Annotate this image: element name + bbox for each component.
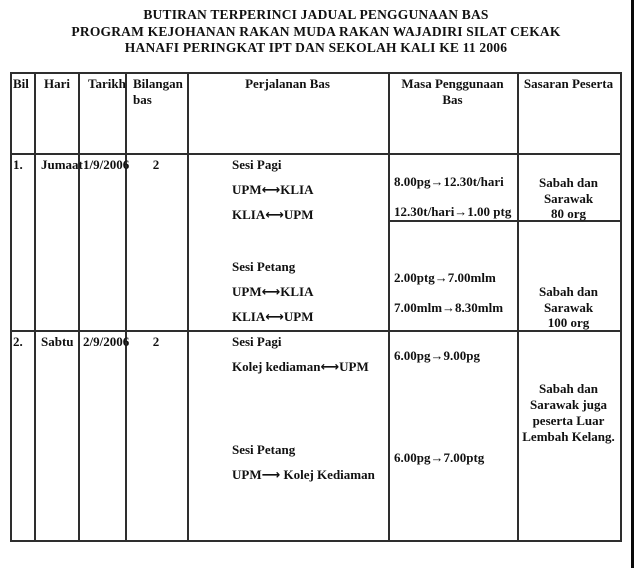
header-tarikh: Tarikh [88, 76, 126, 91]
row2-bil: 2. [13, 334, 23, 349]
row2-bilangan-bas: 2 [152, 334, 160, 349]
row2-sasaran-line2: Sarawak juga [530, 397, 607, 412]
table-vline-bilangan-perjalanan [187, 72, 189, 542]
row2-sasaran [518, 381, 619, 445]
table-border-bottom [10, 540, 621, 542]
table-vline-tarikh-bilangan [125, 72, 127, 542]
header-sasaran-peserta: Sasaran Peserta [523, 76, 614, 91]
row1-pagi-session-label: Sesi Pagi [232, 157, 282, 172]
table-border-top [10, 72, 621, 74]
row2-sasaran-line4: Lembah Kelang. [522, 429, 615, 444]
header-bil: Bil [13, 76, 29, 91]
row2-pagi-session-label: Sesi Pagi [232, 334, 282, 349]
row1-pagi-route-1: UPM⟷KLIA [232, 182, 314, 197]
header-perjalanan-bas: Perjalanan Bas [245, 76, 330, 91]
row1-tarikh: 1/9/2006 [83, 157, 130, 172]
row2-pagi-route-1: Kolej kediaman⟷UPM [232, 359, 369, 374]
row1-pagi-time-1: 8.00pg→12.30t/hari [394, 174, 504, 189]
title-line-3: HANAFI PERINGKAT IPT DAN SEKOLAH KALI KE 11 2006 [124, 40, 508, 55]
row1-bilangan-bas: 2 [152, 157, 160, 172]
row1-pagi-routes [232, 157, 313, 232]
row1-petang-time-2: 7.00mlm→8.30mlm [394, 300, 504, 315]
table-border-right [620, 72, 622, 542]
row1-petang-time-1: 2.00ptg→7.00mlm [394, 270, 496, 285]
row1-pagi-route-2: KLIA⟷UPM [232, 207, 314, 222]
title-line-1: BUTIRAN TERPERINCI JADUAL PENGGUNAAN BAS [143, 7, 489, 22]
row1-petang-sasaran-line2: Sarawak [543, 299, 594, 315]
title-line-2: PROGRAM KEJOHANAN RAKAN MUDA RAKAN WAJADIRI SILAT CEKAK [71, 23, 561, 39]
document-title [0, 7, 632, 57]
row1-pagi-sasaran-line3: 80 org [550, 206, 587, 221]
row2-pagi-time-1: 6.00pg→9.00pg [394, 348, 480, 363]
header-masa-penggunaan-bas [388, 76, 517, 108]
row1-petang-routes [232, 259, 313, 334]
row2-petang-route-1: UPM⟶ Kolej Kediaman [232, 467, 375, 482]
row1-petang-route-1: UPM⟷KLIA [232, 284, 314, 299]
row1-petang-route-2: KLIA⟷UPM [232, 309, 314, 324]
row1-petang-session-label: Sesi Petang [232, 259, 296, 274]
header-bilangan-line1: Bilangan [133, 76, 183, 91]
row1-bil: 1. [13, 157, 23, 172]
row2-pagi-routes [232, 334, 369, 384]
table-vline-perjalanan-masa [388, 72, 390, 542]
row1-petang-sasaran-line3: 100 org [547, 315, 590, 330]
row2-petang-times [394, 450, 484, 480]
row2-sasaran-line1: Sabah dan [539, 381, 598, 396]
header-hari: Hari [44, 76, 70, 91]
row2-tarikh: 2/9/2006 [83, 334, 130, 349]
header-bilangan-bas [133, 76, 183, 108]
row2-petang-routes [232, 442, 375, 492]
scan-edge-artifact [631, 0, 634, 568]
row1-pagi-time-2: 12.30t/hari→1.00 ptg [394, 204, 512, 219]
row1-petang-times [394, 270, 503, 330]
row1-petang-sasaran-line1: Sabah dan [539, 284, 598, 299]
row1-hari: Jumaat [41, 157, 83, 172]
row2-sasaran-line3: peserta Luar [532, 413, 605, 428]
row1-pagi-sasaran-line2: Sarawak [543, 190, 594, 206]
header-masa-line1: Masa Penggunaan [401, 76, 504, 91]
row1-pagi-sasaran-line1: Sabah dan [539, 175, 598, 190]
row1-pagi-times [394, 174, 511, 234]
table-hline-header-bottom [10, 153, 621, 155]
header-masa-line2: Bas [442, 92, 463, 107]
row2-petang-session-label: Sesi Petang [232, 442, 296, 457]
row2-hari: Sabtu [41, 334, 74, 349]
table-vline-bil-hari [34, 72, 36, 542]
row2-pagi-times [394, 348, 480, 378]
row1-petang-sasaran [518, 284, 619, 331]
table-border-left [10, 72, 12, 542]
row2-petang-time-1: 6.00pg→7.00ptg [394, 450, 485, 465]
row1-pagi-sasaran [518, 175, 619, 222]
header-bilangan-line2: bas [133, 92, 152, 107]
table-vline-hari-tarikh [78, 72, 80, 542]
